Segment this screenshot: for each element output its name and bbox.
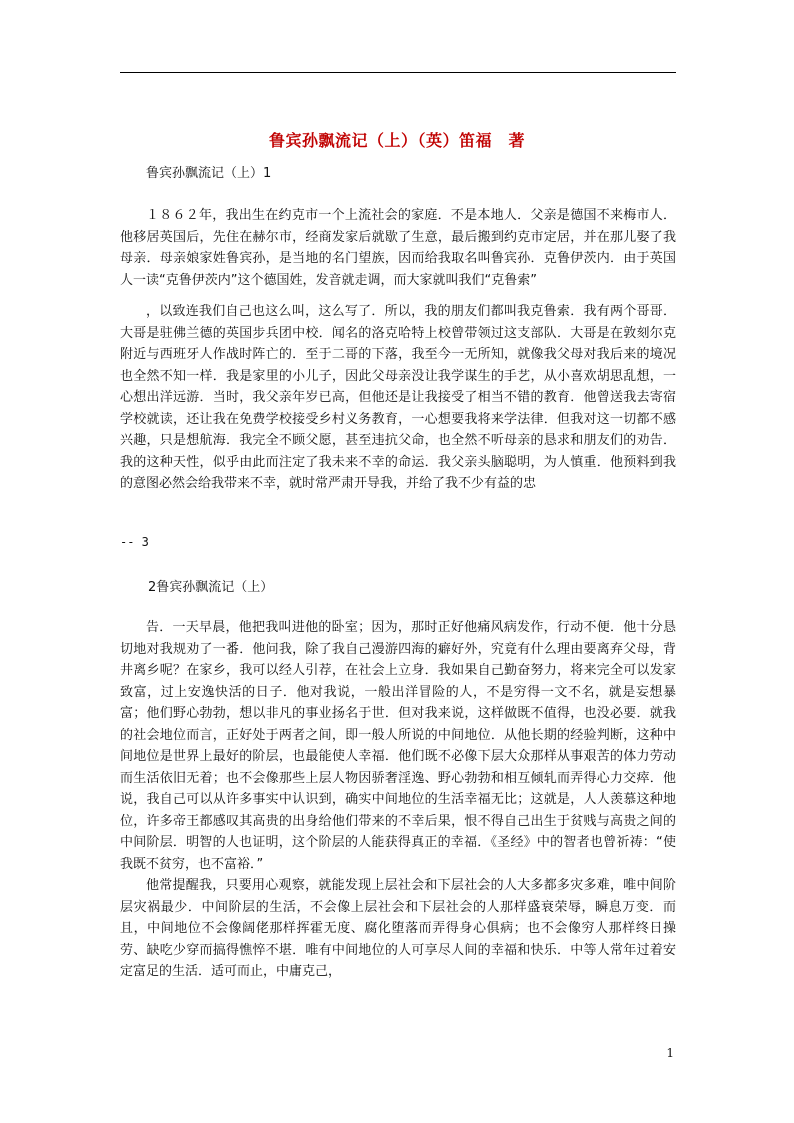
header-rule — [120, 72, 676, 73]
paragraph: 他常提醒我，只要用心观察，就能发现上层社会和下层社会的人大多都多灾多难，唯中间阶层灾祸最少．中间阶层的生活，不会像上层社会和下层社会的人那样盛衰荣辱，瞬息万变．而且，中间地位不会像阔佬那样挥霍无度、腐化堕落而弄得身心俱病；也不会像穷人那样终日操劳、缺吃少穿而搞得憔悴不堪．唯有中间地位的人可享尽人间的幸福和快乐．中等人常年过着安定富足的生活．适可而止，中庸克己， — [120, 878, 676, 979]
chapter-heading-1: 鲁宾孙飘流记（上）1 — [146, 166, 272, 181]
document-title: 鲁宾孙飘流记（上）（英）笛福 著 — [268, 131, 525, 150]
page-number: 1 — [666, 1046, 674, 1060]
paragraph: 告．一天早晨，他把我叫进他的卧室；因为，那时正好他痛风病发作，行动不便．他十分恳切地对我规劝了一番．他问我，除了我自己漫游四海的癖好外，究竟有什么理由要离弃父母，背井离乡呢？在家乡，我可以经人引荐，在社会上立身．我如果自己勤奋努力，将来完全可以发家致富，过上安逸快活的日子．他对我说，一般出洋冒险的人，不是穷得一文不名，就是妄想暴富；他们野心勃勃，想以非凡的事业扬名于世．但对我来说，这样做既不值得，也没必要．就我的社会地位而言，正好处于两者之间，即一般人所说的中间地位．从他长期的经验判断，这种中间地位是世界上最好的阶层，也最能使人幸福．他们既不必像下层大众那样从事艰苦的体力劳动而生活依旧无着；也不会像那些上层人物因骄奢淫逸、野心勃勃和相互倾轧而弄得心力交瘁．他说，我自己可以从许多事实中认识到，确实中间地位的生活幸福无比；这就是，人人羡慕这种地位，许多帝王都感叹其高贵的出身给他们带来的不幸后果，恨不得自己出生于贫贱与高贵之间的中间阶层．明智的人也证明，这个阶层的人能获得真正的幸福．《圣经》中的智者也曾祈祷：“使我既不贫穷，也不富裕．” — [120, 620, 676, 872]
page-separator: -- 3 — [120, 535, 149, 549]
chapter-heading-2: 2鲁宾孙飘流记（上） — [148, 580, 274, 595]
paragraph: １８６２年，我出生在约克市一个上流社会的家庭．不是本地人．父亲是德国不来梅市人．他移居英国后，先住在赫尔市，经商发家后就歇了生意，最后搬到约克市定居，并在那儿娶了我母亲．母亲娘家姓鲁宾孙，是当地的名门望族，因而给我取名叫鲁宾孙．克鲁伊茨内．由于英国人一读“克鲁伊茨内”这个德国姓，发音就走调，而大家就叫我们“克鲁索” — [120, 208, 676, 288]
paragraph: ，以致连我们自己也这么叫，这么写了．所以，我的朋友们都叫我克鲁索．我有两个哥哥．大哥是驻佛兰德的英国步兵团中校．闻名的洛克哈特上校曾带领过这支部队．大哥是在敦刻尔克附近与西班牙人作战时阵亡的．至于二哥的下落，我至今一无所知，就像我父母对我后来的境况也全然不知一样．我是家里的小儿子，因此父母亲没让我学谋生的手艺，从小喜欢胡思乱想，一心想出洋远游．当时，我父亲年岁已高，但他还是让我接受了相当不错的教育．他曾送我去寄宿学校就读，还让我在免费学校接受乡村义务教育，一心想要我将来学法律．但我对这一切都不感兴趣，只是想航海．我完全不顾父愿，甚至违抗父命，也全然不听母亲的恳求和朋友们的劝告．我的这种天性，似乎由此而注定了我未来不幸的命运．我父亲头脑聪明，为人慎重．他预料到我的意图必然会给我带来不幸，就时常严肃开导我，并给了我不少有益的忠 — [120, 304, 676, 491]
